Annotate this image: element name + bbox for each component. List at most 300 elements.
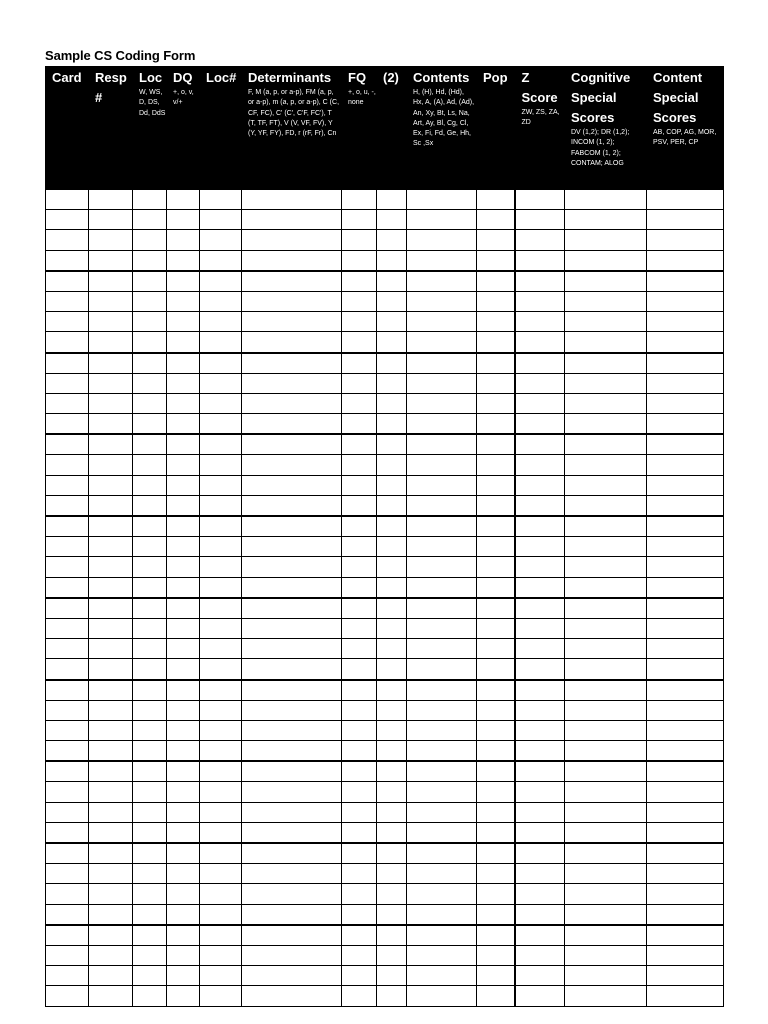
entry-cell-card[interactable]	[46, 495, 89, 516]
entry-cell-determinants[interactable]	[242, 945, 342, 965]
entry-cell-fq[interactable]	[342, 822, 377, 843]
entry-cell-pair[interactable]	[377, 884, 407, 904]
entry-cell-zscore[interactable]	[515, 495, 565, 516]
entry-cell-dq[interactable]	[167, 577, 200, 598]
entry-cell-zscore[interactable]	[515, 618, 565, 638]
entry-cell-locnum[interactable]	[200, 516, 242, 537]
entry-cell-locnum[interactable]	[200, 843, 242, 864]
entry-cell-cognitive[interactable]	[565, 271, 647, 292]
entry-cell-dq[interactable]	[167, 904, 200, 925]
entry-cell-loc[interactable]	[133, 782, 167, 802]
entry-cell-fq[interactable]	[342, 312, 377, 332]
entry-cell-dq[interactable]	[167, 945, 200, 965]
entry-cell-locnum[interactable]	[200, 190, 242, 210]
entry-cell-fq[interactable]	[342, 190, 377, 210]
entry-cell-determinants[interactable]	[242, 414, 342, 435]
entry-cell-determinants[interactable]	[242, 353, 342, 374]
entry-cell-zscore[interactable]	[515, 475, 565, 495]
entry-cell-pop[interactable]	[477, 782, 515, 802]
entry-cell-locnum[interactable]	[200, 618, 242, 638]
entry-cell-resp[interactable]	[89, 230, 133, 250]
entry-cell-locnum[interactable]	[200, 884, 242, 904]
entry-cell-card[interactable]	[46, 393, 89, 413]
entry-cell-locnum[interactable]	[200, 782, 242, 802]
entry-cell-locnum[interactable]	[200, 802, 242, 822]
entry-cell-loc[interactable]	[133, 598, 167, 619]
entry-cell-zscore[interactable]	[515, 884, 565, 904]
entry-cell-card[interactable]	[46, 761, 89, 782]
entry-cell-loc[interactable]	[133, 761, 167, 782]
entry-cell-locnum[interactable]	[200, 230, 242, 250]
entry-cell-card[interactable]	[46, 680, 89, 701]
entry-cell-loc[interactable]	[133, 986, 167, 1006]
entry-cell-determinants[interactable]	[242, 475, 342, 495]
entry-cell-resp[interactable]	[89, 925, 133, 946]
entry-cell-content_special[interactable]	[647, 475, 724, 495]
entry-cell-card[interactable]	[46, 516, 89, 537]
entry-cell-fq[interactable]	[342, 639, 377, 659]
entry-cell-pair[interactable]	[377, 864, 407, 884]
entry-cell-content_special[interactable]	[647, 925, 724, 946]
entry-cell-dq[interactable]	[167, 700, 200, 720]
entry-cell-fq[interactable]	[342, 516, 377, 537]
entry-cell-resp[interactable]	[89, 904, 133, 925]
entry-cell-zscore[interactable]	[515, 577, 565, 598]
entry-cell-resp[interactable]	[89, 864, 133, 884]
entry-cell-locnum[interactable]	[200, 353, 242, 374]
entry-cell-card[interactable]	[46, 639, 89, 659]
entry-cell-determinants[interactable]	[242, 291, 342, 311]
entry-cell-determinants[interactable]	[242, 434, 342, 455]
entry-cell-resp[interactable]	[89, 373, 133, 393]
entry-cell-fq[interactable]	[342, 393, 377, 413]
entry-cell-zscore[interactable]	[515, 822, 565, 843]
entry-cell-loc[interactable]	[133, 884, 167, 904]
entry-cell-locnum[interactable]	[200, 966, 242, 986]
entry-cell-fq[interactable]	[342, 598, 377, 619]
entry-cell-dq[interactable]	[167, 557, 200, 577]
entry-cell-locnum[interactable]	[200, 414, 242, 435]
entry-cell-loc[interactable]	[133, 312, 167, 332]
entry-cell-fq[interactable]	[342, 864, 377, 884]
entry-cell-locnum[interactable]	[200, 598, 242, 619]
entry-cell-dq[interactable]	[167, 884, 200, 904]
entry-cell-cognitive[interactable]	[565, 864, 647, 884]
entry-cell-dq[interactable]	[167, 455, 200, 475]
entry-cell-zscore[interactable]	[515, 945, 565, 965]
entry-cell-loc[interactable]	[133, 393, 167, 413]
entry-cell-cognitive[interactable]	[565, 986, 647, 1006]
entry-cell-fq[interactable]	[342, 618, 377, 638]
entry-cell-pop[interactable]	[477, 945, 515, 965]
entry-cell-resp[interactable]	[89, 332, 133, 353]
entry-cell-pair[interactable]	[377, 557, 407, 577]
entry-cell-fq[interactable]	[342, 761, 377, 782]
entry-cell-resp[interactable]	[89, 393, 133, 413]
entry-cell-contents[interactable]	[407, 761, 477, 782]
entry-cell-resp[interactable]	[89, 495, 133, 516]
entry-cell-cognitive[interactable]	[565, 843, 647, 864]
entry-cell-dq[interactable]	[167, 210, 200, 230]
entry-cell-card[interactable]	[46, 373, 89, 393]
entry-cell-contents[interactable]	[407, 802, 477, 822]
entry-cell-resp[interactable]	[89, 537, 133, 557]
entry-cell-card[interactable]	[46, 414, 89, 435]
entry-cell-card[interactable]	[46, 271, 89, 292]
entry-cell-pair[interactable]	[377, 598, 407, 619]
entry-cell-cognitive[interactable]	[565, 904, 647, 925]
entry-cell-pop[interactable]	[477, 884, 515, 904]
entry-cell-content_special[interactable]	[647, 312, 724, 332]
entry-cell-determinants[interactable]	[242, 230, 342, 250]
entry-cell-fq[interactable]	[342, 475, 377, 495]
entry-cell-resp[interactable]	[89, 680, 133, 701]
entry-cell-content_special[interactable]	[647, 230, 724, 250]
entry-cell-loc[interactable]	[133, 291, 167, 311]
entry-cell-locnum[interactable]	[200, 271, 242, 292]
entry-cell-loc[interactable]	[133, 802, 167, 822]
entry-cell-pop[interactable]	[477, 843, 515, 864]
entry-cell-contents[interactable]	[407, 434, 477, 455]
entry-cell-pair[interactable]	[377, 577, 407, 598]
entry-cell-pop[interactable]	[477, 393, 515, 413]
entry-cell-fq[interactable]	[342, 802, 377, 822]
entry-cell-loc[interactable]	[133, 557, 167, 577]
entry-cell-cognitive[interactable]	[565, 291, 647, 311]
entry-cell-content_special[interactable]	[647, 434, 724, 455]
entry-cell-cognitive[interactable]	[565, 741, 647, 762]
entry-cell-contents[interactable]	[407, 822, 477, 843]
entry-cell-fq[interactable]	[342, 782, 377, 802]
entry-cell-resp[interactable]	[89, 986, 133, 1006]
entry-cell-determinants[interactable]	[242, 455, 342, 475]
entry-cell-pop[interactable]	[477, 475, 515, 495]
entry-cell-dq[interactable]	[167, 986, 200, 1006]
entry-cell-pop[interactable]	[477, 700, 515, 720]
entry-cell-pop[interactable]	[477, 455, 515, 475]
entry-cell-card[interactable]	[46, 312, 89, 332]
entry-cell-zscore[interactable]	[515, 250, 565, 271]
entry-cell-zscore[interactable]	[515, 986, 565, 1006]
entry-cell-locnum[interactable]	[200, 557, 242, 577]
entry-cell-fq[interactable]	[342, 925, 377, 946]
entry-cell-pair[interactable]	[377, 271, 407, 292]
entry-cell-zscore[interactable]	[515, 925, 565, 946]
entry-cell-zscore[interactable]	[515, 761, 565, 782]
entry-cell-zscore[interactable]	[515, 904, 565, 925]
entry-cell-determinants[interactable]	[242, 190, 342, 210]
entry-cell-content_special[interactable]	[647, 537, 724, 557]
entry-cell-dq[interactable]	[167, 230, 200, 250]
entry-cell-pop[interactable]	[477, 598, 515, 619]
entry-cell-resp[interactable]	[89, 618, 133, 638]
entry-cell-contents[interactable]	[407, 291, 477, 311]
entry-cell-zscore[interactable]	[515, 210, 565, 230]
entry-cell-pop[interactable]	[477, 210, 515, 230]
entry-cell-contents[interactable]	[407, 557, 477, 577]
entry-cell-cognitive[interactable]	[565, 332, 647, 353]
entry-cell-loc[interactable]	[133, 904, 167, 925]
entry-cell-cognitive[interactable]	[565, 537, 647, 557]
entry-cell-dq[interactable]	[167, 537, 200, 557]
entry-cell-resp[interactable]	[89, 598, 133, 619]
entry-cell-determinants[interactable]	[242, 741, 342, 762]
entry-cell-card[interactable]	[46, 822, 89, 843]
entry-cell-resp[interactable]	[89, 966, 133, 986]
entry-cell-contents[interactable]	[407, 271, 477, 292]
entry-cell-determinants[interactable]	[242, 210, 342, 230]
entry-cell-resp[interactable]	[89, 720, 133, 740]
entry-cell-resp[interactable]	[89, 475, 133, 495]
entry-cell-dq[interactable]	[167, 639, 200, 659]
entry-cell-locnum[interactable]	[200, 720, 242, 740]
entry-cell-determinants[interactable]	[242, 966, 342, 986]
entry-cell-fq[interactable]	[342, 700, 377, 720]
entry-cell-contents[interactable]	[407, 414, 477, 435]
entry-cell-card[interactable]	[46, 925, 89, 946]
entry-cell-pop[interactable]	[477, 230, 515, 250]
entry-cell-content_special[interactable]	[647, 700, 724, 720]
entry-cell-pair[interactable]	[377, 945, 407, 965]
entry-cell-pair[interactable]	[377, 966, 407, 986]
entry-cell-pair[interactable]	[377, 312, 407, 332]
entry-cell-determinants[interactable]	[242, 700, 342, 720]
entry-cell-zscore[interactable]	[515, 966, 565, 986]
entry-cell-cognitive[interactable]	[565, 802, 647, 822]
entry-cell-cognitive[interactable]	[565, 720, 647, 740]
entry-cell-content_special[interactable]	[647, 210, 724, 230]
entry-cell-dq[interactable]	[167, 475, 200, 495]
entry-cell-pair[interactable]	[377, 332, 407, 353]
entry-cell-pair[interactable]	[377, 761, 407, 782]
entry-cell-pair[interactable]	[377, 516, 407, 537]
entry-cell-dq[interactable]	[167, 966, 200, 986]
entry-cell-content_special[interactable]	[647, 271, 724, 292]
entry-cell-locnum[interactable]	[200, 210, 242, 230]
entry-cell-determinants[interactable]	[242, 864, 342, 884]
entry-cell-pair[interactable]	[377, 353, 407, 374]
entry-cell-loc[interactable]	[133, 495, 167, 516]
entry-cell-content_special[interactable]	[647, 966, 724, 986]
entry-cell-pop[interactable]	[477, 864, 515, 884]
entry-cell-contents[interactable]	[407, 782, 477, 802]
entry-cell-card[interactable]	[46, 843, 89, 864]
entry-cell-locnum[interactable]	[200, 741, 242, 762]
entry-cell-cognitive[interactable]	[565, 884, 647, 904]
entry-cell-pop[interactable]	[477, 618, 515, 638]
entry-cell-content_special[interactable]	[647, 190, 724, 210]
entry-cell-zscore[interactable]	[515, 373, 565, 393]
entry-cell-pair[interactable]	[377, 210, 407, 230]
entry-cell-card[interactable]	[46, 537, 89, 557]
entry-cell-card[interactable]	[46, 557, 89, 577]
entry-cell-pair[interactable]	[377, 700, 407, 720]
entry-cell-locnum[interactable]	[200, 250, 242, 271]
entry-cell-card[interactable]	[46, 782, 89, 802]
entry-cell-fq[interactable]	[342, 659, 377, 680]
entry-cell-pair[interactable]	[377, 537, 407, 557]
entry-cell-pair[interactable]	[377, 475, 407, 495]
entry-cell-loc[interactable]	[133, 822, 167, 843]
entry-cell-content_special[interactable]	[647, 802, 724, 822]
entry-cell-content_special[interactable]	[647, 557, 724, 577]
entry-cell-determinants[interactable]	[242, 393, 342, 413]
entry-cell-contents[interactable]	[407, 700, 477, 720]
entry-cell-pop[interactable]	[477, 802, 515, 822]
entry-cell-locnum[interactable]	[200, 659, 242, 680]
entry-cell-cognitive[interactable]	[565, 414, 647, 435]
entry-cell-loc[interactable]	[133, 945, 167, 965]
entry-cell-card[interactable]	[46, 720, 89, 740]
entry-cell-zscore[interactable]	[515, 864, 565, 884]
entry-cell-content_special[interactable]	[647, 373, 724, 393]
entry-cell-resp[interactable]	[89, 822, 133, 843]
entry-cell-locnum[interactable]	[200, 312, 242, 332]
entry-cell-cognitive[interactable]	[565, 312, 647, 332]
entry-cell-locnum[interactable]	[200, 986, 242, 1006]
entry-cell-zscore[interactable]	[515, 414, 565, 435]
entry-cell-pop[interactable]	[477, 414, 515, 435]
entry-cell-zscore[interactable]	[515, 291, 565, 311]
entry-cell-pop[interactable]	[477, 250, 515, 271]
entry-cell-dq[interactable]	[167, 659, 200, 680]
entry-cell-zscore[interactable]	[515, 802, 565, 822]
entry-cell-pop[interactable]	[477, 495, 515, 516]
entry-cell-zscore[interactable]	[515, 271, 565, 292]
entry-cell-pair[interactable]	[377, 741, 407, 762]
entry-cell-fq[interactable]	[342, 495, 377, 516]
entry-cell-fq[interactable]	[342, 843, 377, 864]
entry-cell-zscore[interactable]	[515, 557, 565, 577]
entry-cell-pair[interactable]	[377, 782, 407, 802]
entry-cell-content_special[interactable]	[647, 659, 724, 680]
entry-cell-card[interactable]	[46, 577, 89, 598]
entry-cell-loc[interactable]	[133, 190, 167, 210]
entry-cell-locnum[interactable]	[200, 904, 242, 925]
entry-cell-locnum[interactable]	[200, 455, 242, 475]
entry-cell-resp[interactable]	[89, 190, 133, 210]
entry-cell-card[interactable]	[46, 986, 89, 1006]
entry-cell-loc[interactable]	[133, 210, 167, 230]
entry-cell-pop[interactable]	[477, 659, 515, 680]
entry-cell-resp[interactable]	[89, 271, 133, 292]
entry-cell-determinants[interactable]	[242, 271, 342, 292]
entry-cell-dq[interactable]	[167, 761, 200, 782]
entry-cell-fq[interactable]	[342, 966, 377, 986]
entry-cell-fq[interactable]	[342, 741, 377, 762]
entry-cell-zscore[interactable]	[515, 393, 565, 413]
entry-cell-resp[interactable]	[89, 741, 133, 762]
entry-cell-dq[interactable]	[167, 843, 200, 864]
entry-cell-determinants[interactable]	[242, 822, 342, 843]
entry-cell-card[interactable]	[46, 945, 89, 965]
entry-cell-dq[interactable]	[167, 822, 200, 843]
entry-cell-card[interactable]	[46, 434, 89, 455]
entry-cell-dq[interactable]	[167, 925, 200, 946]
entry-cell-content_special[interactable]	[647, 884, 724, 904]
entry-cell-content_special[interactable]	[647, 822, 724, 843]
entry-cell-fq[interactable]	[342, 291, 377, 311]
entry-cell-content_special[interactable]	[647, 618, 724, 638]
entry-cell-resp[interactable]	[89, 782, 133, 802]
entry-cell-content_special[interactable]	[647, 577, 724, 598]
entry-cell-loc[interactable]	[133, 414, 167, 435]
entry-cell-card[interactable]	[46, 332, 89, 353]
entry-cell-pair[interactable]	[377, 720, 407, 740]
entry-cell-dq[interactable]	[167, 353, 200, 374]
entry-cell-contents[interactable]	[407, 190, 477, 210]
entry-cell-determinants[interactable]	[242, 782, 342, 802]
entry-cell-locnum[interactable]	[200, 577, 242, 598]
entry-cell-contents[interactable]	[407, 598, 477, 619]
entry-cell-contents[interactable]	[407, 537, 477, 557]
entry-cell-cognitive[interactable]	[565, 945, 647, 965]
entry-cell-pop[interactable]	[477, 720, 515, 740]
entry-cell-fq[interactable]	[342, 720, 377, 740]
entry-cell-cognitive[interactable]	[565, 680, 647, 701]
entry-cell-cognitive[interactable]	[565, 639, 647, 659]
entry-cell-card[interactable]	[46, 802, 89, 822]
entry-cell-determinants[interactable]	[242, 577, 342, 598]
entry-cell-contents[interactable]	[407, 353, 477, 374]
entry-cell-card[interactable]	[46, 659, 89, 680]
entry-cell-pair[interactable]	[377, 455, 407, 475]
entry-cell-cognitive[interactable]	[565, 822, 647, 843]
entry-cell-resp[interactable]	[89, 659, 133, 680]
entry-cell-locnum[interactable]	[200, 495, 242, 516]
entry-cell-pop[interactable]	[477, 516, 515, 537]
entry-cell-content_special[interactable]	[647, 864, 724, 884]
entry-cell-zscore[interactable]	[515, 782, 565, 802]
entry-cell-card[interactable]	[46, 864, 89, 884]
entry-cell-loc[interactable]	[133, 680, 167, 701]
entry-cell-dq[interactable]	[167, 434, 200, 455]
entry-cell-dq[interactable]	[167, 332, 200, 353]
entry-cell-contents[interactable]	[407, 250, 477, 271]
entry-cell-pop[interactable]	[477, 332, 515, 353]
entry-cell-card[interactable]	[46, 353, 89, 374]
entry-cell-resp[interactable]	[89, 761, 133, 782]
entry-cell-dq[interactable]	[167, 373, 200, 393]
entry-cell-locnum[interactable]	[200, 680, 242, 701]
entry-cell-zscore[interactable]	[515, 455, 565, 475]
entry-cell-pair[interactable]	[377, 843, 407, 864]
entry-cell-pop[interactable]	[477, 557, 515, 577]
entry-cell-fq[interactable]	[342, 537, 377, 557]
entry-cell-fq[interactable]	[342, 945, 377, 965]
entry-cell-card[interactable]	[46, 250, 89, 271]
entry-cell-content_special[interactable]	[647, 353, 724, 374]
entry-cell-locnum[interactable]	[200, 639, 242, 659]
entry-cell-pair[interactable]	[377, 639, 407, 659]
entry-cell-contents[interactable]	[407, 864, 477, 884]
entry-cell-fq[interactable]	[342, 332, 377, 353]
entry-cell-pop[interactable]	[477, 822, 515, 843]
entry-cell-content_special[interactable]	[647, 516, 724, 537]
entry-cell-zscore[interactable]	[515, 741, 565, 762]
entry-cell-content_special[interactable]	[647, 250, 724, 271]
entry-cell-cognitive[interactable]	[565, 966, 647, 986]
entry-cell-contents[interactable]	[407, 884, 477, 904]
entry-cell-resp[interactable]	[89, 516, 133, 537]
entry-cell-content_special[interactable]	[647, 291, 724, 311]
entry-cell-content_special[interactable]	[647, 680, 724, 701]
entry-cell-contents[interactable]	[407, 455, 477, 475]
entry-cell-contents[interactable]	[407, 618, 477, 638]
entry-cell-dq[interactable]	[167, 271, 200, 292]
entry-cell-loc[interactable]	[133, 966, 167, 986]
entry-cell-content_special[interactable]	[647, 393, 724, 413]
